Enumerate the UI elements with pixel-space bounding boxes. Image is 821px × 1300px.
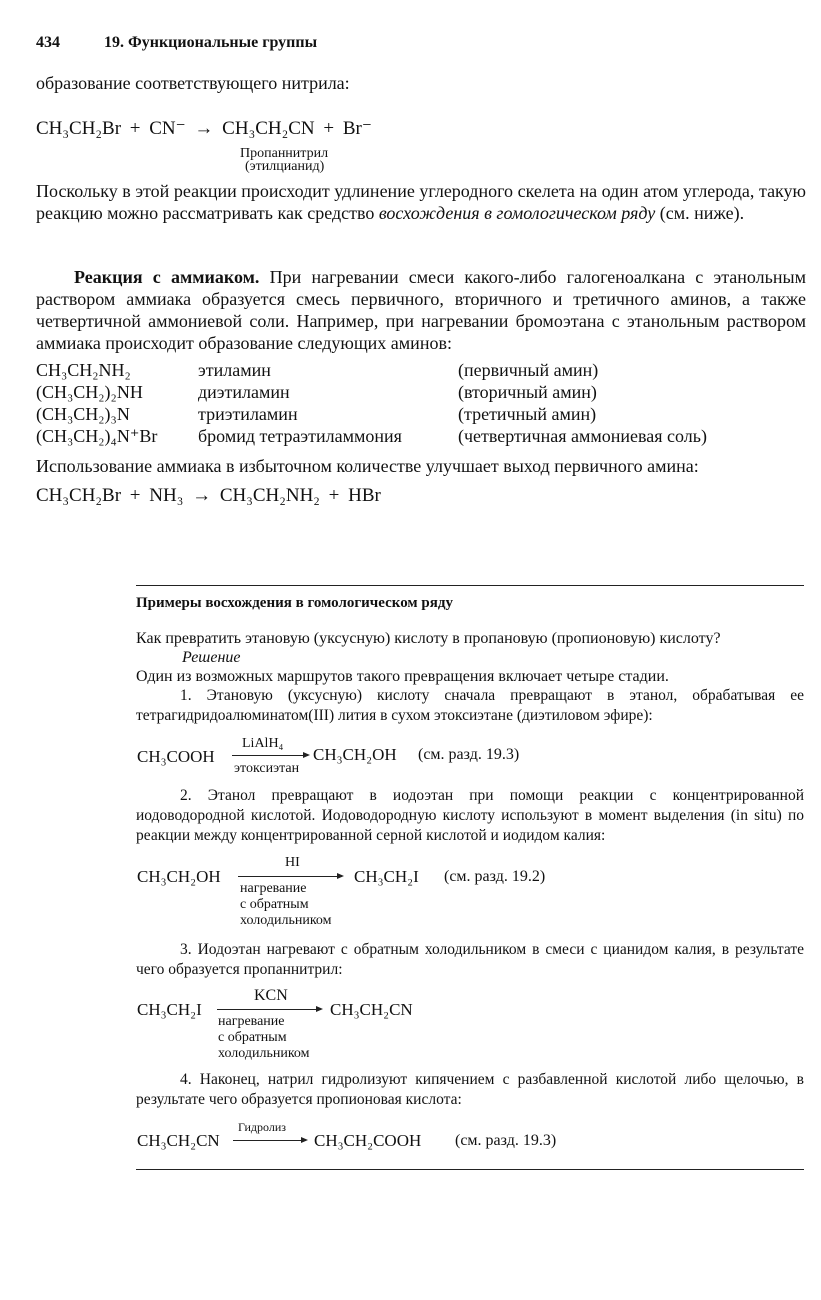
solution-intro: Один из возможных маршрутов такого превращения включает четыре стадии. — [136, 668, 669, 685]
amine-name: бромид тетраэтиламмония — [198, 425, 402, 446]
eq1-reagent: LiAlH₄ — [242, 736, 284, 751]
eq2-condition-2: с обратным — [240, 897, 309, 912]
table-row — [36, 381, 707, 403]
amine-formula: (CH₃CH₂)₃N — [36, 403, 130, 424]
amine-formula: (CH₃CH₂)₂NH — [36, 381, 143, 402]
nitrile-equation: CH₃CH₂Br + CN⁻ → CH₃CH₂CN + Br⁻ — [36, 118, 372, 139]
table-row — [36, 359, 707, 381]
eq1-arrow — [232, 755, 308, 756]
eq1-product: CH₃CH₂OH — [313, 745, 397, 764]
amine-type: (четвертичная аммониевая соль) — [458, 425, 707, 446]
step-1: 1. Этановую (уксусную) кислоту сначала превращают в этанол, обрабатывая ее тетрагидридоалюминатом(III) лития в сухом этоксиэтане (диэтиловом эфире): — [136, 687, 804, 724]
eq2-arrow — [238, 876, 342, 877]
eq2-left: CH₃CH₂OH — [137, 867, 221, 886]
table-row — [36, 403, 707, 425]
eq2-condition-3: холодильником — [240, 913, 332, 928]
paragraph-chain-extension — [36, 180, 806, 224]
paragraph-text: При нагревании смеси какого-либо галогеноалкана с этанольным раствором аммиака образуется смесь первичного, вторичного и третичного аминов, а также четвертичной аммониевой соли. Например, при нагревании бромоэтана с этанольным раствором аммиака происходит образование следующих аминов: — [36, 267, 806, 353]
table-row — [36, 425, 707, 447]
eq3-left: CH₃CH₂I — [137, 1000, 202, 1019]
box-top-rule — [136, 585, 804, 586]
amine-formula: CH₃CH₂NH₂ — [36, 359, 131, 380]
amine-type: (вторичный амин) — [458, 381, 597, 402]
eq4-reference: (см. разд. 19.3) — [455, 1132, 557, 1149]
amine-name: этиламин — [198, 359, 271, 380]
intro-line: образование соответствующего нитрила: — [36, 73, 350, 93]
paragraph-ammonia — [36, 266, 806, 354]
box-question: Как превратить этановую (уксусную) кислоту в пропановую (пропионовую) кислоту? — [136, 630, 721, 647]
page-number: 434 — [36, 34, 60, 51]
eq2-reference: (см. разд. 19.2) — [444, 868, 546, 885]
eq1-solvent: этоксиэтан — [234, 761, 300, 776]
eq2-reagent: HI — [285, 855, 300, 870]
nitrile-caption-alt: (этилцианид) — [245, 159, 325, 174]
box-bottom-rule — [136, 1169, 804, 1170]
eq3-condition-1: нагревание — [218, 1014, 285, 1029]
step-4: 4. Наконец, натрил гидролизуют кипячением с разбавленной кислотой либо щелочью, в результате чего образуется пропионовая кислота: — [136, 1071, 804, 1108]
amine-type: (первичный амин) — [458, 359, 599, 380]
ammonia-equation: CH₃CH₂Br + NH₃ → CH₃CH₂NH₂ + HBr — [36, 485, 381, 506]
solution-label: Решение — [182, 649, 241, 666]
amine-formula: (CH₃CH₂)₄N⁺Br — [36, 425, 158, 446]
amine-type: (третичный амин) — [458, 403, 597, 424]
eq4-arrow — [233, 1140, 306, 1141]
eq2-product: CH₃CH₂I — [354, 867, 419, 886]
amines-table — [36, 359, 707, 447]
eq2-condition-1: нагревание — [240, 881, 307, 896]
running-title: 19. Функциональные группы — [104, 34, 318, 51]
eq4-condition: Гидролиз — [238, 1120, 286, 1134]
paragraph-tail: (см. ниже). — [659, 203, 745, 223]
step-3: 3. Иодоэтан нагревают с обратным холодильником в смеси с цианидом калия, в результате чего образуется пропаннитрил: — [136, 941, 804, 978]
eq4-left: CH₃CH₂CN — [137, 1131, 220, 1150]
amine-name: триэтиламин — [198, 403, 298, 424]
eq3-condition-2: с обратным — [218, 1030, 287, 1045]
box-title: Примеры восхождения в гомологическом ряду — [136, 595, 453, 611]
eq3-reagent: KCN — [254, 987, 288, 1004]
nitrile-caption: Пропаннитрил — [240, 146, 329, 161]
amine-name: диэтиламин — [198, 381, 290, 402]
eq1-reference: (см. разд. 19.3) — [418, 746, 520, 763]
step-2: 2. Этанол превращают в иодоэтан при помощи реакции с концентрированной иодоводородной кислотой. Иодоводородную кислоту используют в момент выделения (in situ) по реакции между концентрированной серной кислотой и иодидом калия: — [136, 787, 804, 844]
eq4-product: CH₃CH₂COOH — [314, 1131, 422, 1150]
eq3-product: CH₃CH₂CN — [330, 1000, 413, 1019]
eq3-arrow — [217, 1009, 321, 1010]
paragraph-lead: Реакция с аммиаком. — [74, 267, 260, 287]
paragraph-italic: восхождения в гомологическом ряду — [378, 203, 656, 223]
eq1-left: CH₃COOH — [137, 747, 215, 766]
excess-ammonia-line: Использование аммиака в избыточном количестве улучшает выход первичного амина: — [36, 456, 699, 476]
eq3-condition-3: холодильником — [218, 1046, 310, 1061]
paragraph-text: Поскольку в этой реакции происходит удлинение углеродного скелета на один атом углерода, такую реакцию можно рассматривать как средство — [36, 181, 806, 223]
